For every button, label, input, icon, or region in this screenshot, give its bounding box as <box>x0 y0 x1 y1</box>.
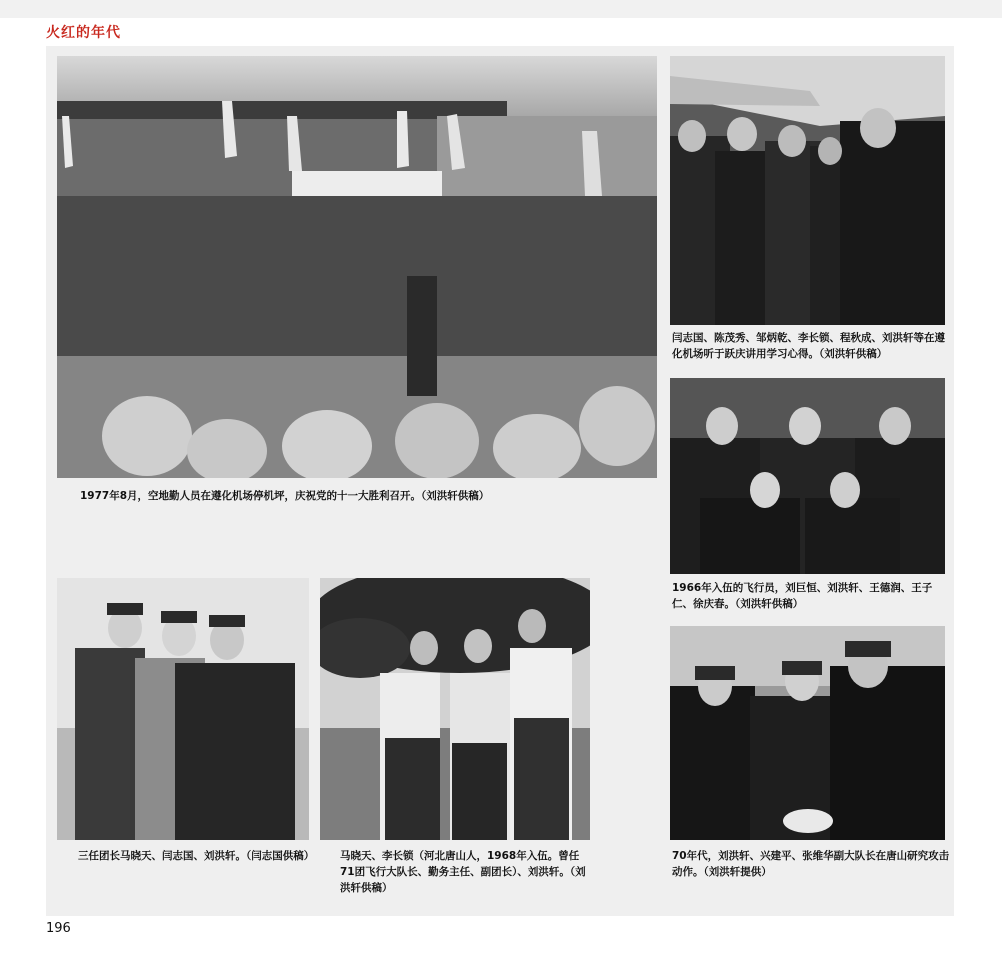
photo-three-under-tree <box>320 578 590 840</box>
photo-airfield-celebration <box>57 56 657 478</box>
section-title: 火红的年代 <box>46 25 121 41</box>
photo-pilots-listening <box>670 56 945 325</box>
photo-three-studying <box>670 626 945 840</box>
caption-three-under-tree: 马晓天、李长锁（河北唐山人，1968年入伍。曾任71团飞行大队长、勤务主任、副团长）、刘洪轩。（刘洪轩供稿） <box>340 850 586 894</box>
caption-three-commanders: 三任团长马晓天、闫志国、刘洪轩。（闫志国供稿） <box>78 850 315 862</box>
caption-1966-pilots: 1966年入伍的飞行员，刘巨恒、刘洪轩、王德润、王子仁、徐庆春。（刘洪轩供稿） <box>672 582 933 610</box>
caption-pilots-listening: 闫志国、陈茂秀、邹炳乾、李长锁、程秋成、刘洪轩等在遵化机场听于跃庆讲用学习心得。（刘洪轩供稿） <box>672 332 945 360</box>
photo-three-commanders <box>57 578 309 840</box>
caption-airfield-celebration: 1977年8月，空地勤人员在遵化机场停机坪，庆祝党的十一大胜利召开。（刘洪轩供稿） <box>80 490 490 502</box>
photo-1966-pilots <box>670 378 945 574</box>
caption-three-studying: 70年代，刘洪轩、兴建平、张维华副大队长在唐山研究攻击动作。（刘洪轩提供） <box>672 850 950 878</box>
page-number: 196 <box>46 921 71 936</box>
top-strip <box>0 0 1002 18</box>
